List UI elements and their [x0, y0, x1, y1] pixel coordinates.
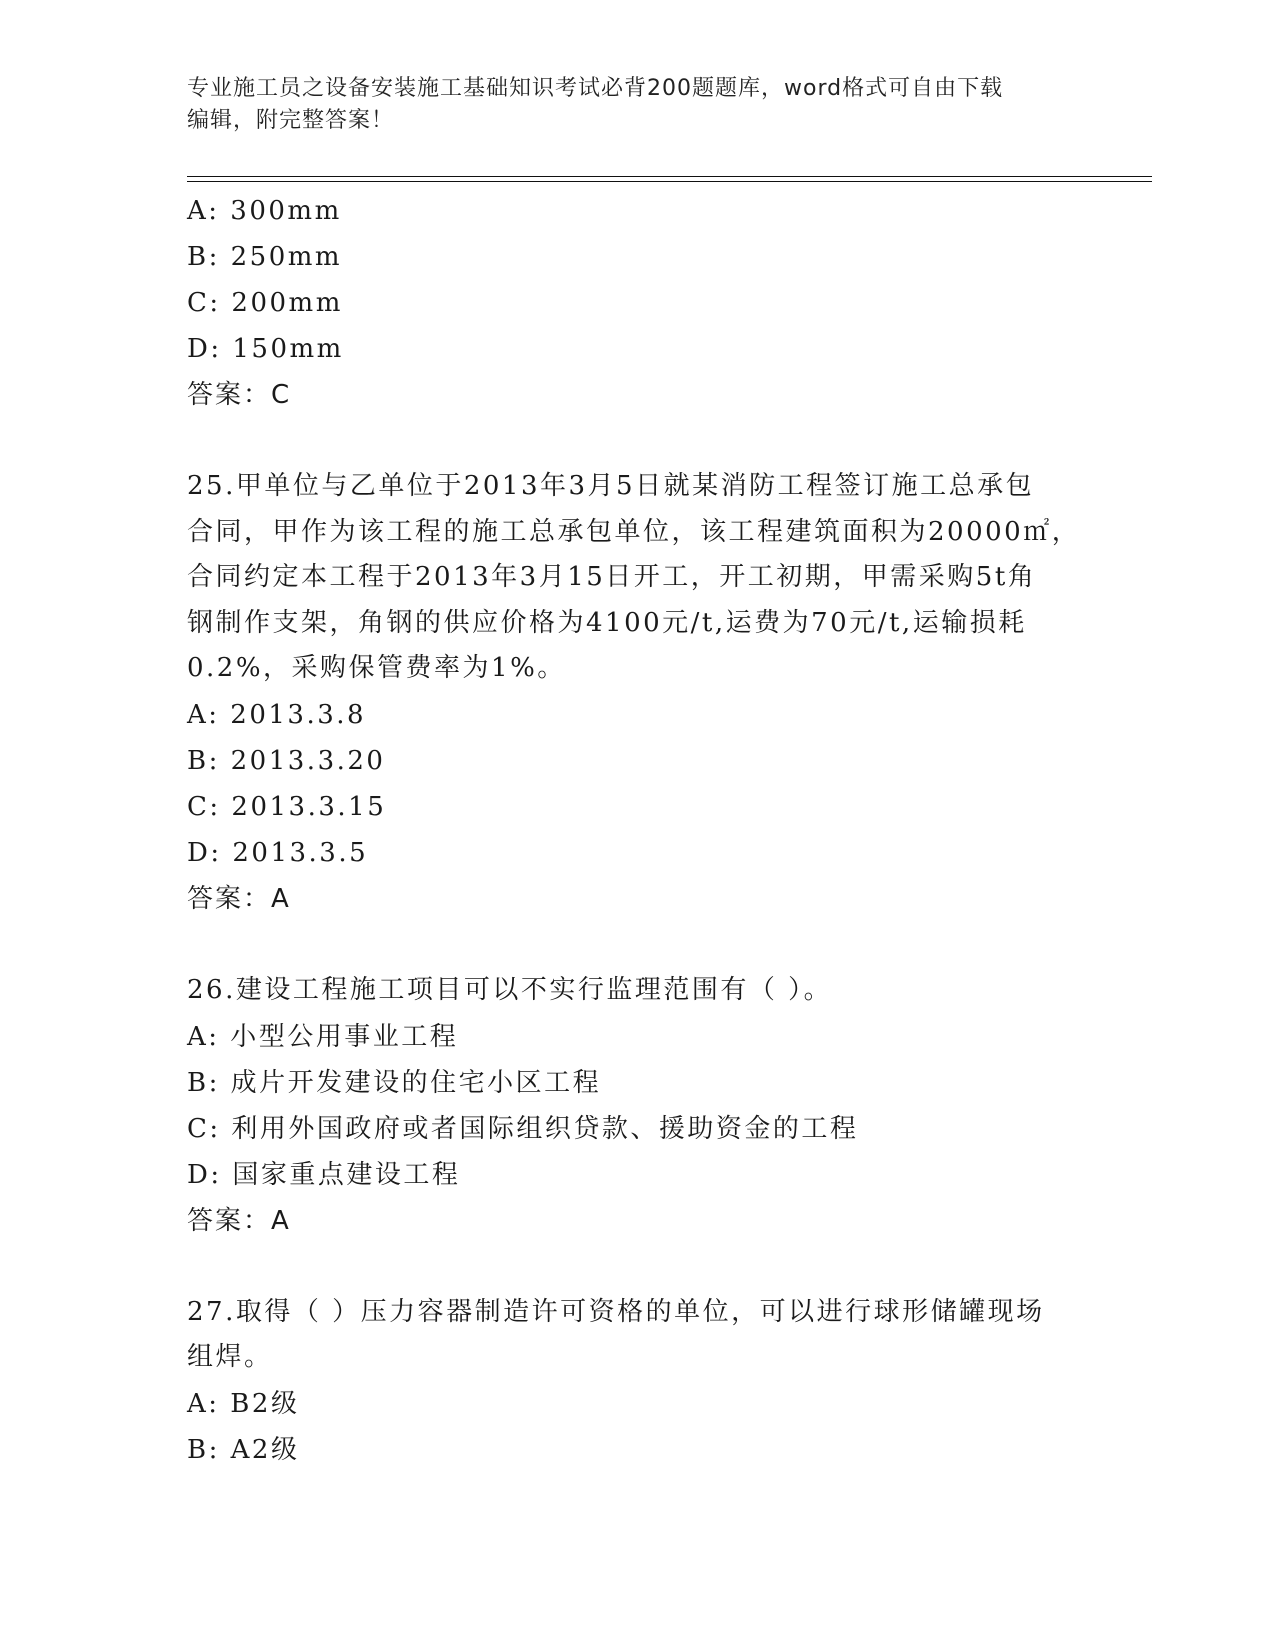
- header-divider-bottom: [187, 181, 1152, 182]
- stem-line: 0.2%，采购保管费率为1%。: [187, 653, 566, 684]
- stem-line: 25.甲单位与乙单位于2013年3月5日就某消防工程签订施工总承包: [187, 471, 1035, 501]
- stem-line: 合同，甲作为该工程的施工总承包单位，该工程建筑面积为20000㎡，: [187, 516, 1081, 547]
- option-b: B: A2级: [187, 1434, 300, 1465]
- question-stem: [187, 464, 1081, 692]
- spacer: [187, 1244, 1077, 1290]
- answer: 答案：A: [187, 1205, 291, 1236]
- option-c: C: 2013.3.15: [187, 791, 387, 822]
- question-26: [187, 968, 1077, 1244]
- question-25: [187, 464, 1081, 922]
- header-divider-top: [187, 176, 1152, 177]
- option-a: A: 2013.3.8: [187, 699, 367, 730]
- question-stem: [187, 1290, 1077, 1381]
- option-d: D: 150mm: [187, 334, 344, 364]
- answer: 答案：C: [187, 380, 292, 410]
- option-a: A: B2级: [187, 1388, 300, 1419]
- question-24: [187, 188, 1077, 418]
- document-header: [187, 73, 1087, 137]
- option-a: A: 小型公用事业工程: [187, 1021, 459, 1052]
- stem-line: 合同约定本工程于2013年3月15日开工，开工初期，甲需采购5t角: [187, 562, 1037, 593]
- option-c: C: 200mm: [187, 288, 343, 318]
- spacer: [187, 418, 1077, 464]
- question-27: [187, 1290, 1077, 1473]
- option-d: D: 国家重点建设工程: [187, 1159, 461, 1190]
- stem-line: 组焊。: [187, 1342, 273, 1373]
- question-stem: [187, 968, 1077, 1014]
- stem-line: 27.取得（ ）压力容器制造许可资格的单位，可以进行球形储罐现场: [187, 1296, 1045, 1327]
- question-list: [187, 188, 1081, 1473]
- header-title-line1: 专业施工员之设备安装施工基础知识考试必背200题题库，word格式可自由下载: [187, 76, 1004, 101]
- spacer: [187, 922, 1077, 968]
- option-a: A: 300mm: [187, 196, 342, 226]
- option-c: C: 利用外国政府或者国际组织贷款、援助资金的工程: [187, 1113, 859, 1144]
- option-d: D: 2013.3.5: [187, 837, 369, 868]
- stem-line: 钢制作支架，角钢的供应价格为4100元/t,运费为70元/t,运输损耗: [187, 607, 1027, 638]
- answer: 答案：A: [187, 883, 291, 914]
- header-title-line2: 编辑，附完整答案！: [187, 108, 395, 133]
- stem-line: 26.建设工程施工项目可以不实行监理范围有（ ）。: [187, 974, 833, 1005]
- option-b: B: 2013.3.20: [187, 745, 386, 776]
- option-b: B: 250mm: [187, 242, 343, 272]
- option-b: B: 成片开发建设的住宅小区工程: [187, 1067, 602, 1098]
